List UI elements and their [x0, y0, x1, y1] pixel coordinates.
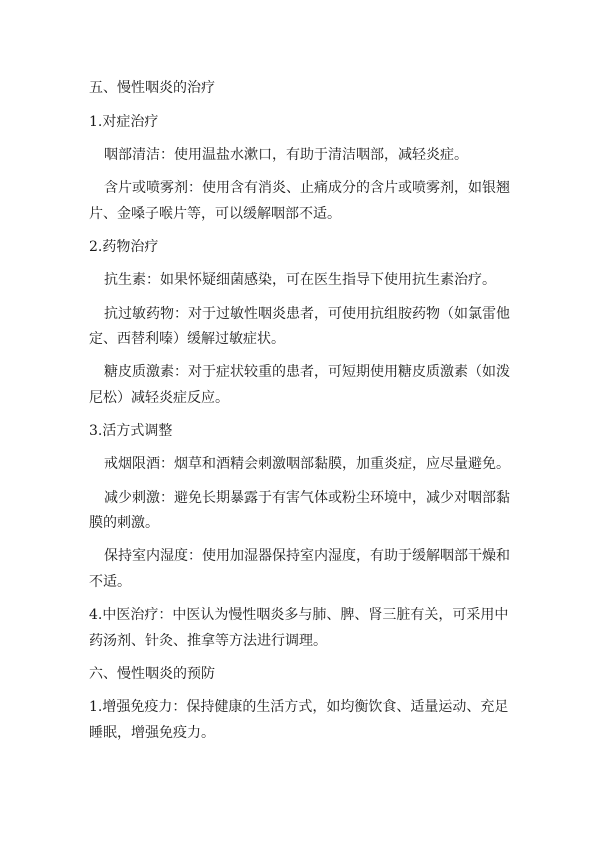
- paragraph-line: 片、金嗓子喉片等，可以缓解咽部不适。: [89, 206, 341, 222]
- subheading-immunity: 1.增强免疫力：保持健康的生活方式，如均衡饮食、适量运动、充足: [89, 699, 509, 715]
- paragraph-line: 药汤剂、针灸、推拿等方法进行调理。: [89, 633, 327, 649]
- paragraph-line: 定、西替利嗪）缓解过敏症状。: [89, 331, 285, 347]
- subheading-symptomatic: 1.对症治疗: [89, 114, 159, 130]
- paragraph-line: 咽部清洁：使用温盐水漱口，有助于清洁咽部，减轻炎症。: [104, 147, 468, 163]
- paragraph-line: 睡眠，增强免疫力。: [89, 725, 215, 741]
- section-heading-prevention: 六、慢性咽炎的预防: [89, 666, 215, 682]
- paragraph-line: 抗生素：如果怀疑细菌感染，可在医生指导下使用抗生素治疗。: [104, 272, 496, 288]
- paragraph-line: 减少刺激：避免长期暴露于有害气体或粉尘环境中，减少对咽部黏: [104, 490, 510, 506]
- paragraph-line: 含片或喷雾剂：使用含有消炎、止痛成分的含片或喷雾剂，如银翘: [104, 180, 510, 196]
- paragraph-line: 糖皮质激素：对于症状较重的患者，可短期使用糖皮质激素（如泼: [104, 364, 510, 380]
- paragraph-line: 尼松）减轻炎症反应。: [89, 390, 229, 406]
- subheading-lifestyle: 3.活方式调整: [89, 423, 173, 439]
- paragraph-line: 保持室内湿度：使用加湿器保持室内湿度，有助于缓解咽部干燥和: [104, 548, 510, 564]
- subheading-medication: 2.药物治疗: [89, 239, 159, 255]
- paragraph-line: 抗过敏药物：对于过敏性咽炎患者，可使用抗组胺药物（如氯雷他: [104, 306, 510, 322]
- section-heading-treatment: 五、慢性咽炎的治疗: [89, 80, 215, 96]
- subheading-tcm: 4.中医治疗：中医认为慢性咽炎多与肺、脾、肾三脏有关，可采用中: [89, 607, 509, 623]
- paragraph-line: 不适。: [89, 574, 131, 590]
- paragraph-line: 戒烟限酒：烟草和酒精会刺激咽部黏膜，加重炎症，应尽量避免。: [104, 456, 510, 472]
- paragraph-line: 膜的刺激。: [89, 515, 159, 531]
